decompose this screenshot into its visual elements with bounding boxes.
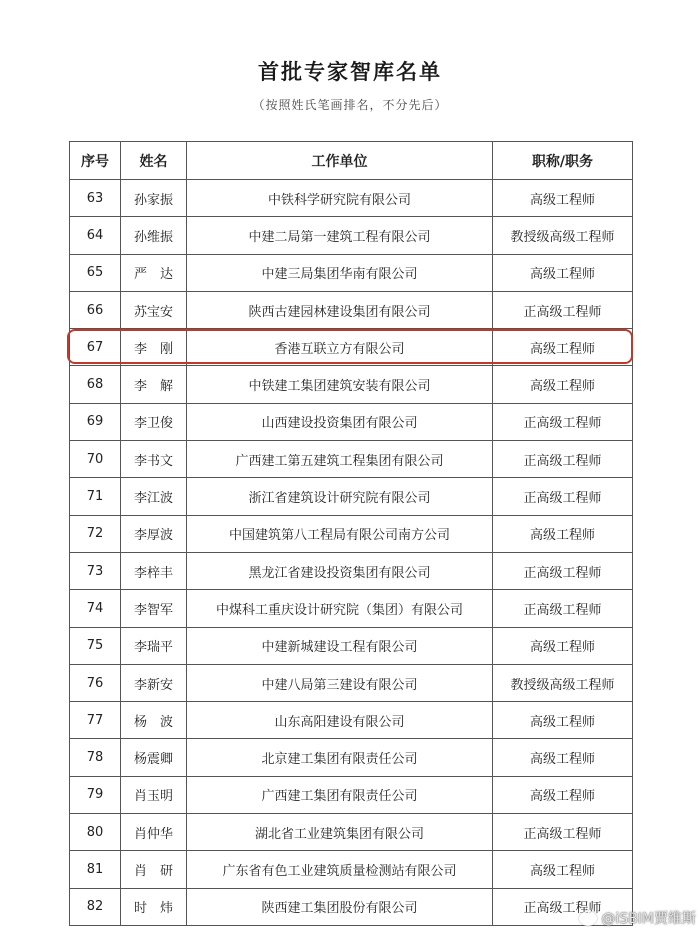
cell-title: 高级工程师 bbox=[493, 851, 633, 888]
cell-no: 79 bbox=[70, 776, 121, 813]
cell-name: 严 达 bbox=[121, 254, 187, 291]
table-row bbox=[70, 254, 633, 291]
cell-no: 80 bbox=[70, 814, 121, 851]
table-row bbox=[70, 329, 633, 366]
cell-title: 正高级工程师 bbox=[493, 291, 633, 328]
cell-title: 正高级工程师 bbox=[493, 403, 633, 440]
cell-org: 山东高阳建设有限公司 bbox=[187, 702, 493, 739]
cell-no: 70 bbox=[70, 441, 121, 478]
cell-name: 李瑞平 bbox=[121, 627, 187, 664]
cell-title: 正高级工程师 bbox=[493, 441, 633, 478]
watermark bbox=[579, 908, 696, 928]
table-row bbox=[70, 627, 633, 664]
page-title: 首批专家智库名单 bbox=[258, 60, 442, 84]
cell-no: 81 bbox=[70, 851, 121, 888]
cell-org: 中建新城建设工程有限公司 bbox=[187, 627, 493, 664]
cell-org: 中国建筑第八工程局有限公司南方公司 bbox=[187, 515, 493, 552]
cell-org: 广东省有色工业建筑质量检测站有限公司 bbox=[187, 851, 493, 888]
table-row bbox=[70, 366, 633, 403]
cell-name: 杨震卿 bbox=[121, 739, 187, 776]
cell-title: 正高级工程师 bbox=[493, 590, 633, 627]
cell-name: 李新安 bbox=[121, 664, 187, 701]
cell-no: 68 bbox=[70, 366, 121, 403]
header-title: 职称/职务 bbox=[493, 142, 633, 180]
header-org: 工作单位 bbox=[187, 142, 493, 180]
table-row bbox=[70, 441, 633, 478]
cell-no: 69 bbox=[70, 403, 121, 440]
table-row bbox=[70, 888, 633, 925]
cell-org: 中建二局第一建筑工程有限公司 bbox=[187, 217, 493, 254]
cell-no: 66 bbox=[70, 291, 121, 328]
cell-title: 正高级工程师 bbox=[493, 478, 633, 515]
table-row bbox=[70, 851, 633, 888]
cell-name: 肖仲华 bbox=[121, 814, 187, 851]
cell-org: 北京建工集团有限责任公司 bbox=[187, 739, 493, 776]
cell-no: 77 bbox=[70, 702, 121, 739]
cell-title: 高级工程师 bbox=[493, 739, 633, 776]
cell-no: 75 bbox=[70, 627, 121, 664]
cell-no: 73 bbox=[70, 552, 121, 589]
cell-name: 时 炜 bbox=[121, 888, 187, 925]
table-row bbox=[70, 552, 633, 589]
cell-org: 中煤科工重庆设计研究院（集团）有限公司 bbox=[187, 590, 493, 627]
cell-org: 中建八局第三建设有限公司 bbox=[187, 664, 493, 701]
cell-title: 教授级高级工程师 bbox=[493, 664, 633, 701]
cell-title: 高级工程师 bbox=[493, 627, 633, 664]
table-header-row bbox=[70, 142, 633, 180]
cell-name: 孙维振 bbox=[121, 217, 187, 254]
cell-title: 正高级工程师 bbox=[493, 552, 633, 589]
table-row bbox=[70, 217, 633, 254]
table-row bbox=[70, 403, 633, 440]
cell-name: 李厚波 bbox=[121, 515, 187, 552]
cell-org: 陕西古建园林建设集团有限公司 bbox=[187, 291, 493, 328]
cell-org: 香港互联立方有限公司 bbox=[187, 329, 493, 366]
expert-table bbox=[69, 141, 633, 926]
cell-no: 63 bbox=[70, 180, 121, 217]
cell-no: 65 bbox=[70, 254, 121, 291]
cell-name: 肖玉明 bbox=[121, 776, 187, 813]
table-row bbox=[70, 291, 633, 328]
cell-org: 中铁科学研究院有限公司 bbox=[187, 180, 493, 217]
cell-org: 黑龙江省建设投资集团有限公司 bbox=[187, 552, 493, 589]
table-row bbox=[70, 478, 633, 515]
cell-name: 李梓丰 bbox=[121, 552, 187, 589]
table-row bbox=[70, 814, 633, 851]
cell-name: 肖 研 bbox=[121, 851, 187, 888]
cell-title: 高级工程师 bbox=[493, 254, 633, 291]
cell-name: 李 刚 bbox=[121, 329, 187, 366]
cell-title: 高级工程师 bbox=[493, 180, 633, 217]
cell-title: 高级工程师 bbox=[493, 776, 633, 813]
table-row bbox=[70, 180, 633, 217]
cell-no: 78 bbox=[70, 739, 121, 776]
cell-name: 李智军 bbox=[121, 590, 187, 627]
table-row bbox=[70, 702, 633, 739]
weibo-logo-icon bbox=[579, 911, 597, 926]
cell-name: 杨 波 bbox=[121, 702, 187, 739]
cell-no: 74 bbox=[70, 590, 121, 627]
cell-no: 72 bbox=[70, 515, 121, 552]
cell-no: 82 bbox=[70, 888, 121, 925]
cell-name: 李江波 bbox=[121, 478, 187, 515]
table-row bbox=[70, 739, 633, 776]
cell-org: 浙江省建筑设计研究院有限公司 bbox=[187, 478, 493, 515]
header-no: 序号 bbox=[70, 142, 121, 180]
table-row bbox=[70, 590, 633, 627]
cell-no: 76 bbox=[70, 664, 121, 701]
cell-name: 苏宝安 bbox=[121, 291, 187, 328]
cell-name: 孙家振 bbox=[121, 180, 187, 217]
cell-org: 中建三局集团华南有限公司 bbox=[187, 254, 493, 291]
cell-no: 64 bbox=[70, 217, 121, 254]
cell-org: 山西建设投资集团有限公司 bbox=[187, 403, 493, 440]
cell-name: 李 解 bbox=[121, 366, 187, 403]
cell-title: 高级工程师 bbox=[493, 329, 633, 366]
cell-name: 李书文 bbox=[121, 441, 187, 478]
watermark-text: @iSBIM贾维斯 bbox=[601, 911, 696, 927]
page-subtitle: （按照姓氏笔画排名，不分先后） bbox=[252, 98, 448, 112]
header-name: 姓名 bbox=[121, 142, 187, 180]
cell-no: 71 bbox=[70, 478, 121, 515]
cell-name: 李卫俊 bbox=[121, 403, 187, 440]
cell-title: 高级工程师 bbox=[493, 366, 633, 403]
cell-org: 湖北省工业建筑集团有限公司 bbox=[187, 814, 493, 851]
cell-org: 广西建工集团有限责任公司 bbox=[187, 776, 493, 813]
cell-title: 正高级工程师 bbox=[493, 814, 633, 851]
cell-title: 高级工程师 bbox=[493, 702, 633, 739]
cell-no: 67 bbox=[70, 329, 121, 366]
cell-org: 广西建工第五建筑工程集团有限公司 bbox=[187, 441, 493, 478]
cell-title: 正高级工程师 bbox=[493, 888, 633, 925]
table-row bbox=[70, 515, 633, 552]
cell-title: 高级工程师 bbox=[493, 515, 633, 552]
cell-title: 教授级高级工程师 bbox=[493, 217, 633, 254]
cell-org: 中铁建工集团建筑安装有限公司 bbox=[187, 366, 493, 403]
cell-org: 陕西建工集团股份有限公司 bbox=[187, 888, 493, 925]
table-row bbox=[70, 776, 633, 813]
table-row bbox=[70, 664, 633, 701]
